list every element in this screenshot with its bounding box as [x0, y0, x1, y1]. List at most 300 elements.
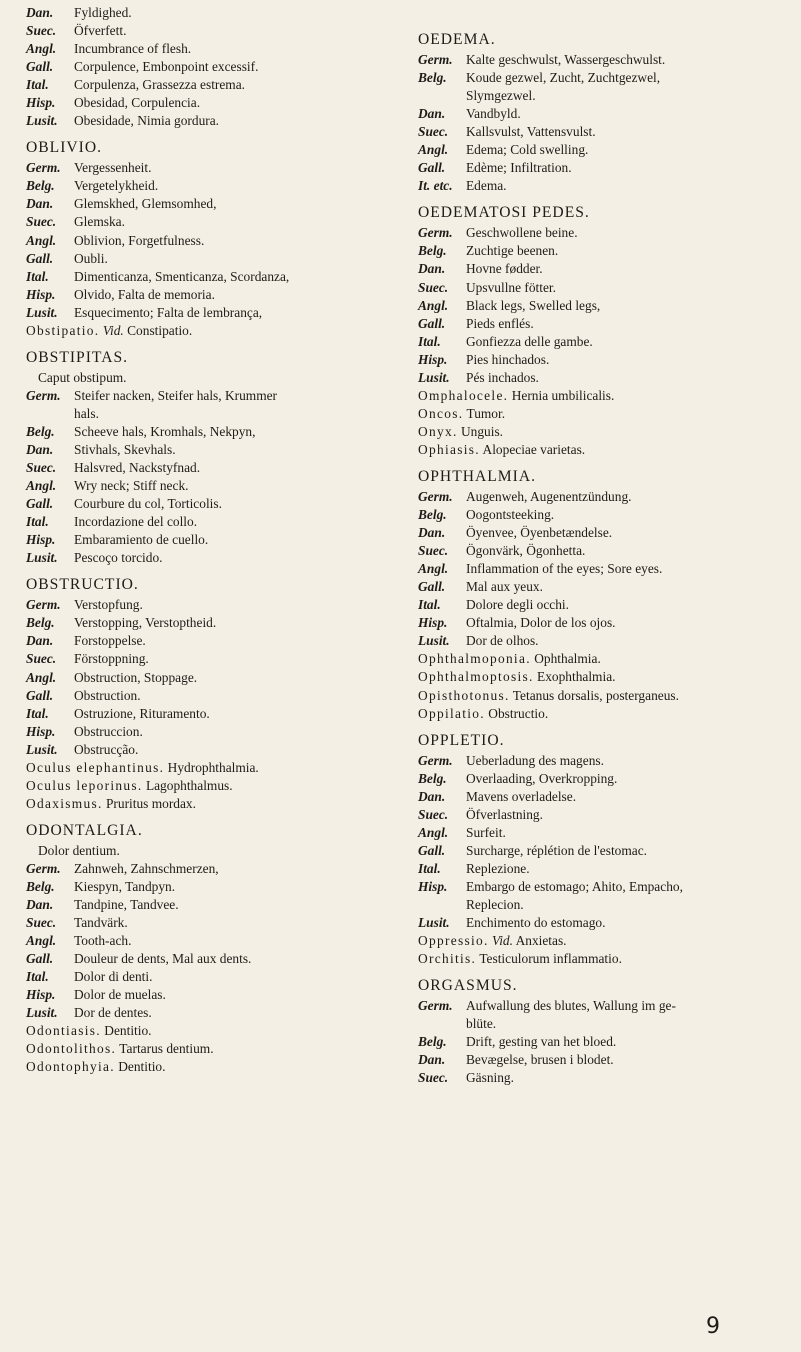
language-label: Hisp. [26, 95, 56, 111]
translation-text [74, 387, 404, 423]
translation-continuation: hals. [74, 405, 99, 421]
language-row [418, 806, 796, 824]
language-label: Hisp. [418, 615, 448, 631]
language-label: Ital. [26, 705, 49, 721]
translation-line: Geschwollene beine. [466, 225, 578, 241]
language-row [26, 159, 404, 177]
language-row [418, 141, 796, 159]
translation-text [74, 878, 404, 896]
translation-text [466, 842, 796, 860]
language-label: Angl. [26, 669, 57, 685]
translation-line: Augenweh, Augenentzündung. [466, 488, 632, 504]
entry-term: Orchitis. [418, 951, 477, 967]
entry-definition: Pruritus mordax. [105, 795, 196, 811]
language-row [26, 549, 404, 567]
translation-line: Courbure du col, Torticolis. [74, 496, 222, 512]
entry-term: Oncos. [418, 405, 464, 421]
language-label: Hisp. [418, 878, 448, 894]
language-label: Germ. [26, 597, 61, 613]
language-row [26, 596, 404, 614]
translation-line: Mavens overladelse. [466, 788, 577, 804]
entry-term: Odontiasis. [26, 1023, 101, 1039]
language-label: It. etc. [418, 178, 453, 194]
translation-line: Öfverlastning. [466, 806, 543, 822]
language-row [26, 914, 404, 932]
translation-text [74, 304, 404, 322]
vid-marker: Vid. [102, 322, 124, 338]
translation-text [74, 1004, 404, 1022]
language-row [26, 58, 404, 76]
entry-term: Obstipatio. [26, 322, 100, 338]
translation-line: Öfverfett. [74, 23, 127, 39]
translation-line: Koude gezwel, Zucht, Zuchtgezwel, [466, 70, 661, 86]
language-label: Ital. [418, 333, 441, 349]
language-row [26, 650, 404, 668]
translation-line: Scheeve hals, Kromhals, Nekpyn, [74, 423, 256, 439]
language-row [26, 896, 404, 914]
translation-text [74, 513, 404, 531]
translation-text [74, 423, 404, 441]
translation-text [466, 351, 796, 369]
language-row [26, 477, 404, 495]
translation-text [74, 232, 404, 250]
language-label: Lusit. [26, 741, 58, 757]
language-row [418, 752, 796, 770]
translation-text [74, 94, 404, 112]
translation-line: Wry neck; Stiff neck. [74, 478, 189, 494]
language-label: Dan. [26, 441, 54, 457]
entry-heading: OBSTIPITAS. [26, 348, 129, 366]
language-row [26, 968, 404, 986]
language-label: Ital. [26, 514, 49, 530]
translation-line: Drift, gesting van het bloed. [466, 1034, 617, 1050]
language-row [418, 69, 796, 105]
language-label: Suec. [418, 279, 449, 295]
translation-line: Vergetelykheid. [74, 178, 159, 194]
translation-line: Zuchtige beenen. [466, 243, 559, 259]
language-row [418, 369, 796, 387]
language-label: Dan. [418, 788, 446, 804]
language-label: Gall. [26, 496, 54, 512]
translation-text [74, 286, 404, 304]
translation-text [74, 932, 404, 950]
entry-definition: Tartarus dentium. [119, 1041, 214, 1057]
translation-line: Upsvullne fötter. [466, 279, 557, 295]
translation-text [466, 105, 796, 123]
language-row [418, 614, 796, 632]
translation-line: Dor de dentes. [74, 1005, 152, 1021]
language-row [418, 770, 796, 788]
language-row [418, 488, 796, 506]
translation-line: Dolor di denti. [74, 969, 153, 985]
page-number: 9 [706, 1314, 720, 1339]
translation-line: Olvido, Falta de memoria. [74, 286, 215, 302]
language-label: Suec. [26, 23, 57, 39]
language-row [418, 524, 796, 542]
language-label: Belg. [418, 70, 447, 86]
cross-reference-entry [418, 932, 796, 950]
translation-line: Esquecimento; Falta de lembrança, [74, 304, 263, 320]
language-label: Angl. [26, 478, 57, 494]
translation-text [466, 770, 796, 788]
language-row [26, 112, 404, 130]
language-row [26, 705, 404, 723]
language-label: Dan. [26, 633, 54, 649]
language-row [418, 914, 796, 932]
language-label: Suec. [26, 651, 57, 667]
entry-term: Ophthalmoponia. [418, 651, 531, 667]
entry-term: Omphalocele. [418, 387, 509, 403]
translation-text [466, 141, 796, 159]
language-row [418, 159, 796, 177]
translation-line: Kiespyn, Tandpyn. [74, 878, 176, 894]
translation-text [466, 806, 796, 824]
translation-line: Oogontsteeking. [466, 507, 555, 523]
language-row [26, 4, 404, 22]
translation-line: Zahnweh, Zahnschmerzen, [74, 860, 219, 876]
cross-reference-entry [418, 668, 796, 686]
language-label: Suec. [418, 124, 449, 140]
translation-text [74, 950, 404, 968]
language-label: Suec. [26, 460, 57, 476]
translation-line: Obstruccion. [74, 723, 143, 739]
language-row [418, 842, 796, 860]
language-row [418, 177, 796, 195]
translation-line: Gäsning. [466, 1070, 514, 1086]
translation-text [466, 878, 796, 914]
language-label: Suec. [26, 915, 57, 931]
entry-definition: Unguis. [460, 423, 504, 439]
translation-line: Gonfiezza delle gambe. [466, 333, 593, 349]
cross-reference-entry [26, 1058, 404, 1076]
entry-term: Odontolithos. [26, 1041, 117, 1057]
translation-line: Edema; Cold swelling. [466, 142, 589, 158]
translation-text [466, 560, 796, 578]
language-label: Lusit. [26, 550, 58, 566]
language-label: Gall. [418, 315, 446, 331]
cross-reference-entry [26, 1040, 404, 1058]
language-label: Hisp. [26, 987, 56, 1003]
translation-text [466, 1069, 796, 1087]
language-row [418, 560, 796, 578]
translation-text [74, 650, 404, 668]
translation-line: Steifer nacken, Steifer hals, Krummer [74, 387, 278, 403]
entry-definition: Tumor. [466, 405, 506, 421]
language-row [26, 232, 404, 250]
translation-text [466, 1051, 796, 1069]
translation-line: Bevægelse, brusen i blodet. [466, 1052, 614, 1068]
entry-definition: Constipatio. [127, 322, 193, 338]
language-row [418, 860, 796, 878]
cross-reference-entry [418, 650, 796, 668]
translation-line: Enchimento do estomago. [466, 915, 606, 931]
language-label: Suec. [418, 1070, 449, 1086]
language-label: Suec. [418, 806, 449, 822]
translation-text [74, 268, 404, 286]
language-label: Angl. [26, 232, 57, 248]
language-label: Belg. [418, 1034, 447, 1050]
language-row [418, 997, 796, 1033]
language-label: Ital. [26, 77, 49, 93]
language-row [418, 224, 796, 242]
cross-reference-entry [418, 423, 796, 441]
language-label: Belg. [418, 243, 447, 259]
entry-term: Ophthalmoptosis. [418, 669, 534, 685]
translation-text [466, 788, 796, 806]
translation-text [74, 459, 404, 477]
translation-line: Overlaading, Overkropping. [466, 770, 618, 786]
translation-line: Obstruction, Stoppage. [74, 669, 198, 685]
language-row [26, 669, 404, 687]
language-row [418, 596, 796, 614]
language-label: Hisp. [26, 723, 56, 739]
translation-text [74, 112, 404, 130]
translation-text [74, 441, 404, 459]
language-label: Suec. [418, 543, 449, 559]
entry-definition: Alopeciae varietas. [482, 441, 586, 457]
translation-line: Inflammation of the eyes; Sore eyes. [466, 561, 663, 577]
translation-line: Dolore degli occhi. [466, 597, 569, 613]
language-row [26, 723, 404, 741]
translation-text [74, 477, 404, 495]
translation-text [466, 69, 796, 105]
entry-term: Odaxismus. [26, 795, 103, 811]
translation-text [466, 488, 796, 506]
translation-line: Douleur de dents, Mal aux dents. [74, 951, 252, 967]
translation-text [74, 896, 404, 914]
language-row [26, 614, 404, 632]
language-label: Belg. [418, 507, 447, 523]
translation-text [74, 705, 404, 723]
cross-reference-entry [418, 441, 796, 459]
entry-heading: OPHTHALMIA. [418, 467, 536, 485]
translation-line: Vandbyld. [466, 106, 521, 122]
language-label: Angl. [418, 561, 449, 577]
cross-reference-entry [418, 950, 796, 968]
language-row [26, 860, 404, 878]
translation-text [466, 369, 796, 387]
translation-line: Dimenticanza, Smenticanza, Scordanza, [74, 268, 290, 284]
language-label: Lusit. [26, 304, 58, 320]
language-label: Hisp. [26, 532, 56, 548]
translation-line: Stivhals, Skevhals. [74, 441, 176, 457]
language-label: Dan. [418, 525, 446, 541]
language-row [418, 878, 796, 914]
left-column [26, 4, 404, 1076]
cross-reference-entry [26, 322, 404, 340]
entry-term: Oculus leporinus. [26, 777, 143, 793]
translation-line: Halsvred, Nackstyfnad. [74, 460, 201, 476]
translation-line: Obstruction. [74, 687, 141, 703]
language-label: Gall. [418, 160, 446, 176]
cross-reference-entry [26, 795, 404, 813]
language-label: Germ. [418, 225, 453, 241]
translation-line: Obesidad, Corpulencia. [74, 95, 201, 111]
translation-line: Glemska. [74, 214, 125, 230]
entry-definition: Exophthalmia. [537, 669, 616, 685]
language-row [418, 123, 796, 141]
translation-text [74, 250, 404, 268]
language-label: Gall. [418, 579, 446, 595]
language-row [418, 315, 796, 333]
language-label: Germ. [418, 752, 453, 768]
entry-term: Odontophyia. [26, 1059, 115, 1075]
translation-line: Obesidade, Nimia gordura. [74, 113, 220, 129]
translation-line: Replezione. [466, 860, 530, 876]
translation-text [466, 260, 796, 278]
translation-line: Ostruzione, Rituramento. [74, 705, 210, 721]
translation-line: Tandpine, Tandvee. [74, 897, 179, 913]
language-row [26, 632, 404, 650]
language-label: Lusit. [26, 1005, 58, 1021]
translation-text [74, 22, 404, 40]
language-row [418, 578, 796, 596]
entry-definition: Tetanus dorsalis, posterganeus. [512, 687, 679, 703]
language-label: Angl. [418, 297, 449, 313]
cross-reference-entry [418, 705, 796, 723]
translation-text [466, 596, 796, 614]
entry-heading: OPPLETIO. [418, 731, 505, 749]
language-row [418, 542, 796, 560]
translation-line: Ögonvärk, Ögonhetta. [466, 543, 586, 559]
translation-text [74, 723, 404, 741]
entry-definition: Anxietas. [515, 933, 567, 949]
translation-line: Oftalmia, Dolor de los ojos. [466, 615, 616, 631]
language-label: Ital. [26, 969, 49, 985]
language-row [26, 250, 404, 268]
translation-line: Obstrucção. [74, 741, 139, 757]
translation-text [74, 741, 404, 759]
translation-text [466, 242, 796, 260]
translation-text [466, 297, 796, 315]
entry-definition: Dentitio. [104, 1023, 152, 1039]
language-row [26, 387, 404, 423]
language-label: Belg. [26, 178, 55, 194]
translation-text [466, 123, 796, 141]
translation-line: Incordazione del collo. [74, 514, 198, 530]
translation-continuation: Slymgezwel. [466, 88, 536, 104]
translation-line: Pieds enflés. [466, 315, 534, 331]
vid-marker: Vid. [492, 933, 513, 949]
language-label: Germ. [418, 998, 453, 1014]
language-label: Angl. [418, 824, 449, 840]
language-label: Belg. [26, 878, 55, 894]
cross-reference-entry [26, 759, 404, 777]
translation-line: Förstoppning. [74, 651, 149, 667]
language-row [418, 824, 796, 842]
language-row [418, 51, 796, 69]
language-label: Gall. [26, 687, 54, 703]
language-label: Dan. [26, 897, 54, 913]
entry-heading: ODONTALGIA. [26, 821, 143, 839]
translation-text [466, 524, 796, 542]
language-row [26, 441, 404, 459]
language-row [418, 279, 796, 297]
language-label: Lusit. [418, 915, 450, 931]
language-row [418, 260, 796, 278]
translation-line: Tandvärk. [74, 915, 128, 931]
entry-definition: Hernia umbilicalis. [511, 387, 615, 403]
translation-text [74, 531, 404, 549]
entry-definition: Ophthalmia. [534, 651, 601, 667]
language-label: Germ. [418, 52, 453, 67]
language-row [418, 788, 796, 806]
language-row [26, 195, 404, 213]
translation-line: Vergessenheit. [74, 160, 152, 176]
translation-line: Ueberladung des magens. [466, 752, 604, 768]
language-row [26, 268, 404, 286]
entry-heading: OBSTRUCTIO. [26, 576, 139, 594]
translation-text [74, 159, 404, 177]
translation-text [74, 495, 404, 513]
language-row [26, 932, 404, 950]
language-row [418, 1051, 796, 1069]
translation-text [74, 596, 404, 614]
translation-continuation: Replecion. [466, 896, 524, 912]
language-row [26, 286, 404, 304]
translation-line: Kallsvulst, Vattensvulst. [466, 124, 596, 140]
language-row [26, 94, 404, 112]
translation-line: Dor de olhos. [466, 633, 539, 649]
entry-heading: OBLIVIO. [26, 139, 102, 157]
language-row [26, 304, 404, 322]
translation-line: Verstopfung. [74, 597, 143, 613]
translation-line: Corpulenza, Grassezza estrema. [74, 77, 246, 93]
translation-text [466, 177, 796, 195]
translation-line: Aufwallung des blutes, Wallung im ge- [466, 998, 676, 1014]
translation-line: Corpulence, Embonpoint excessif. [74, 59, 259, 75]
language-row [26, 687, 404, 705]
cross-reference-entry [418, 687, 796, 705]
translation-text [74, 213, 404, 231]
language-row [418, 632, 796, 650]
language-row [26, 459, 404, 477]
language-row [26, 213, 404, 231]
translation-line: Forstoppelse. [74, 633, 146, 649]
language-label: Gall. [26, 951, 54, 967]
right-column [418, 28, 796, 1087]
language-row [26, 40, 404, 58]
entry-definition: Hydrophthalmia. [167, 759, 259, 775]
translation-line: Glemskhed, Glemsomhed, [74, 196, 217, 212]
language-label: Lusit. [418, 369, 450, 385]
language-label: Germ. [26, 387, 61, 403]
language-row [418, 297, 796, 315]
language-row [26, 878, 404, 896]
language-row [418, 506, 796, 524]
language-label: Dan. [418, 261, 446, 277]
translation-text [466, 860, 796, 878]
translation-text [466, 578, 796, 596]
language-label: Belg. [26, 615, 55, 631]
language-row [26, 76, 404, 94]
language-label: Belg. [26, 423, 55, 439]
translation-line: Öyenvee, Öyenbetændelse. [466, 525, 613, 541]
entry-term: Oculus elephantinus. [26, 759, 165, 775]
language-row [418, 351, 796, 369]
entry-term: Oppressio. [418, 933, 489, 949]
entry-heading: OEDEMATOSI PEDES. [418, 204, 590, 222]
entry-heading: OEDEMA. [418, 31, 496, 48]
language-label: Gall. [26, 250, 54, 266]
translation-text [466, 614, 796, 632]
language-label: Germ. [418, 488, 453, 504]
translation-text [466, 542, 796, 560]
language-row [26, 531, 404, 549]
translation-text [466, 51, 796, 69]
translation-text [74, 195, 404, 213]
language-label: Belg. [418, 770, 447, 786]
